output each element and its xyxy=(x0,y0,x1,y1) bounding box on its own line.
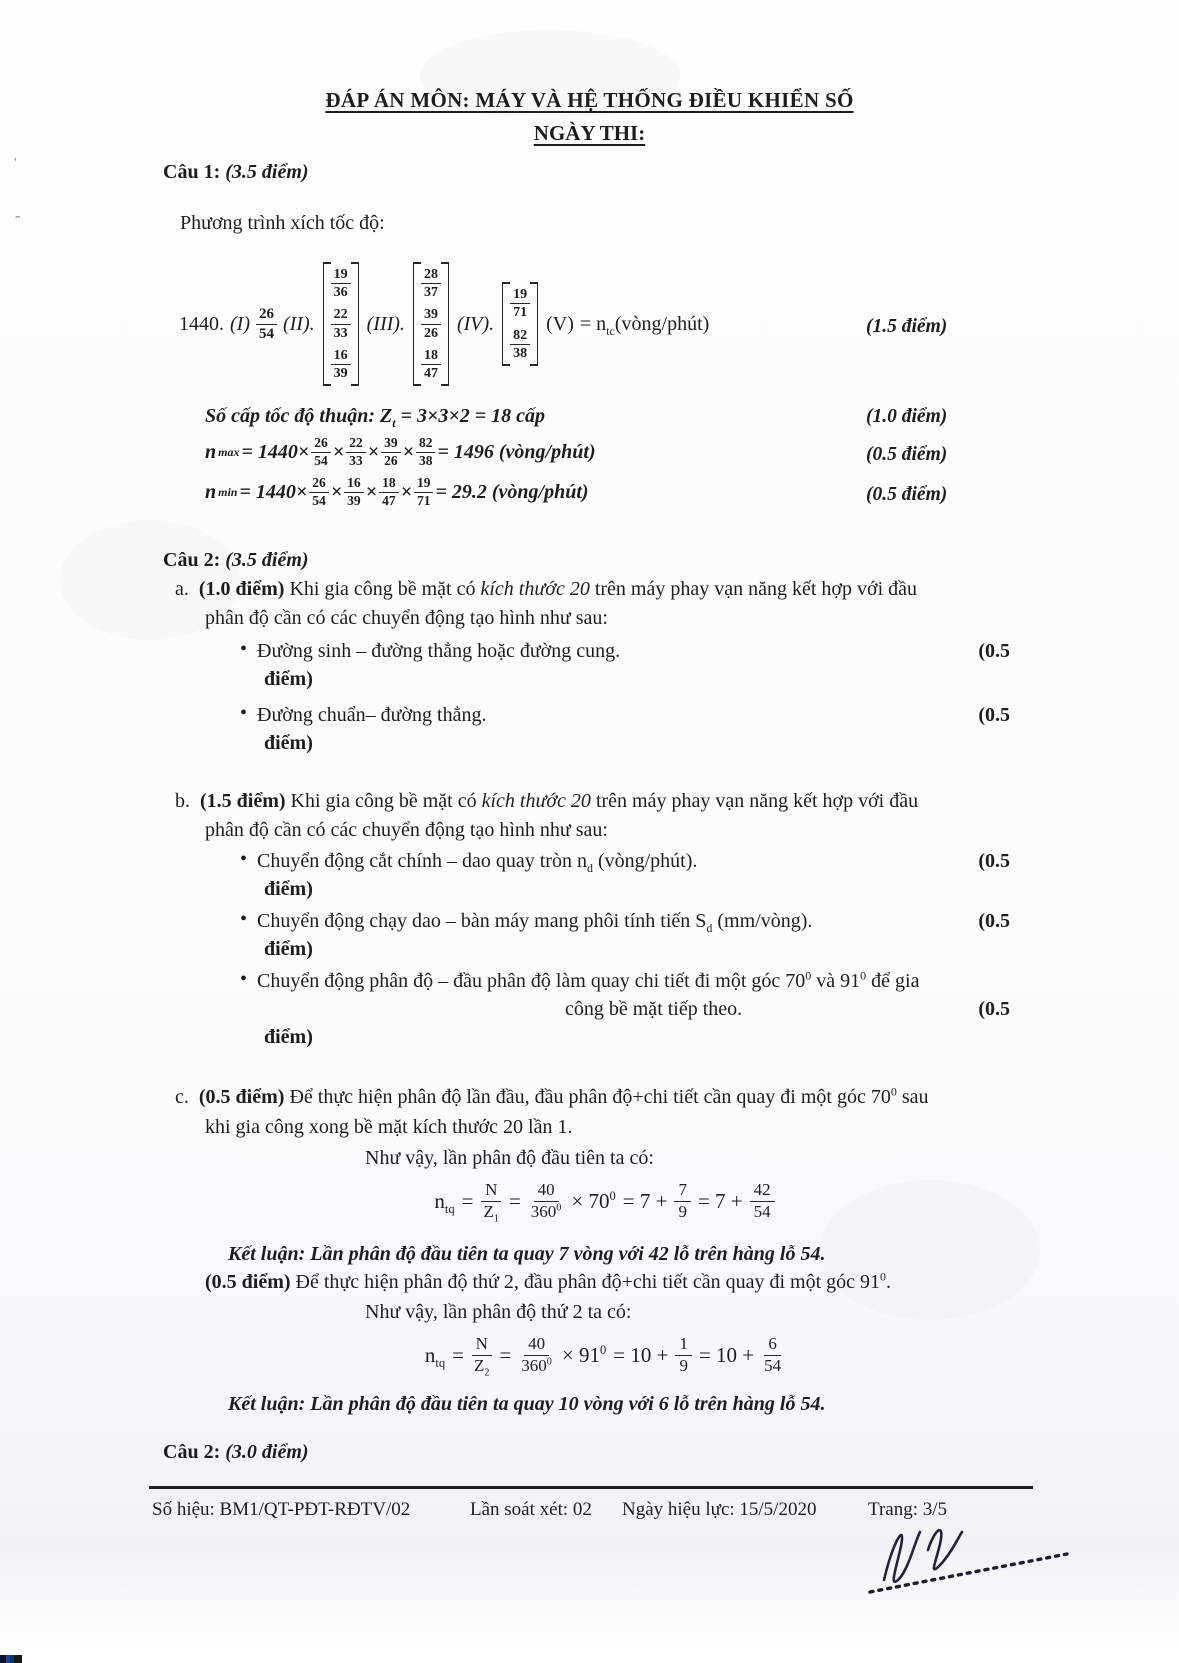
fraction xyxy=(518,1335,555,1376)
item-a-text2: trên máy phay vạn năng kết hợp với đầu xyxy=(589,578,918,600)
footer-effective-date: Ngày hiệu lực: 15/5/2020 xyxy=(622,1499,817,1520)
item-c-line1 xyxy=(175,1086,929,1109)
ntq-text: n xyxy=(434,1188,445,1213)
times-sign: × xyxy=(365,480,378,503)
nmin-symbol: n xyxy=(205,480,217,503)
bullet-duong-sinh xyxy=(240,640,620,663)
score-label-continued: điểm) xyxy=(264,668,313,690)
fraction xyxy=(331,307,351,340)
fraction-numerator: N xyxy=(481,1181,501,1202)
bullet-chay-dao xyxy=(240,910,812,933)
times-sign: × xyxy=(332,440,345,463)
footer-doc-number: Số hiệu: BM1/QT-PĐT-RĐTV/02 xyxy=(152,1499,411,1520)
item-a-text: Khi gia công bề mặt có xyxy=(284,578,481,600)
angle-text: × 91 xyxy=(561,1342,600,1367)
z-index-subscript: 2 xyxy=(484,1367,490,1379)
times-sign: × xyxy=(400,480,412,503)
score-label-continued: điểm) xyxy=(264,878,313,900)
exam-date-text: NGÀY THI: xyxy=(533,121,646,145)
sum-term: = 10 + xyxy=(613,1342,669,1367)
degree-superscript: 0 xyxy=(880,1269,887,1284)
equals-sign: = xyxy=(452,1342,464,1367)
fraction-numerator: 26 xyxy=(256,306,277,324)
fraction xyxy=(761,1335,784,1376)
ntq-subscript: tq xyxy=(444,1201,455,1216)
item-c-line3: Như vậy, lần phân độ đầu tiên ta có: xyxy=(365,1147,654,1169)
eq-result-unit: (vòng/phút) xyxy=(614,312,710,335)
ntq-text: n xyxy=(424,1342,436,1367)
fraction-numerator: 82 xyxy=(416,436,436,453)
fraction-denominator: 39 xyxy=(347,492,361,508)
fraction xyxy=(331,267,351,300)
fraction xyxy=(674,1181,691,1222)
nmax-eq: = 1440× xyxy=(241,440,310,463)
fraction xyxy=(675,1335,692,1376)
gear-group-bracket-3 xyxy=(502,282,538,365)
zt-subscript: t xyxy=(392,416,396,430)
score-label-continued: điểm) xyxy=(264,732,313,754)
fraction-denominator xyxy=(471,1356,492,1379)
speed-chain-equation xyxy=(179,258,709,390)
cau1-heading xyxy=(163,161,309,184)
fraction-denominator: 37 xyxy=(423,285,438,301)
bullet-text: Chuyển động cắt chính – dao quay tròn n xyxy=(257,850,587,872)
score-label: (0.5 xyxy=(978,850,1010,872)
fraction xyxy=(256,306,277,341)
z-text: Z xyxy=(473,1356,485,1375)
item-c-label: c. xyxy=(175,1086,189,1108)
bullet-text: Chuyển động phân độ – đầu phân độ làm quay chi tiết đi một góc 70 xyxy=(257,970,806,992)
fraction xyxy=(750,1181,775,1222)
eq-result xyxy=(580,313,709,336)
footer-revision: Lần soát xét: 02 xyxy=(470,1499,592,1520)
score-label-continued: điểm) xyxy=(264,1026,313,1048)
degree-superscript: 0 xyxy=(599,1342,607,1357)
fraction-denominator: 54 xyxy=(314,452,328,468)
fraction-numerator: 42 xyxy=(750,1181,775,1202)
fraction-numerator: 19 xyxy=(331,267,351,284)
ntq-symbol xyxy=(434,1189,454,1214)
cau2-label: Câu 2: xyxy=(163,549,221,571)
gear-group-bracket-2 xyxy=(413,262,449,386)
degree-superscript: 0 xyxy=(556,1202,562,1214)
item-b-points: (1.5 điểm) xyxy=(200,790,286,812)
bullet-text: Đường sinh – đường thẳng hoặc đường cung. xyxy=(257,640,621,662)
nmin-eq: = 1440× xyxy=(239,480,308,503)
score-label: (1.5 điểm) xyxy=(866,316,948,337)
item-a-line2: phân độ cần có các chuyển động tạo hình như sau: xyxy=(205,607,608,629)
ntq-subscript: tq xyxy=(435,1355,446,1370)
nmax-result: = 1496 (vòng/phút) xyxy=(437,440,596,463)
bullet-text: Chuyển động chạy dao – bàn máy mang phôi tính tiến S xyxy=(257,910,707,932)
indexing-equation-2 xyxy=(0,1326,1179,1384)
item-c-points: (0.5 điểm) xyxy=(198,1086,285,1108)
fraction xyxy=(379,476,399,508)
bullet-text2: (vòng/phút). xyxy=(592,850,698,872)
fraction-numerator: N xyxy=(472,1335,492,1356)
fraction xyxy=(331,348,351,381)
eq-shaft-3: (III). xyxy=(366,312,405,335)
bullet-text2: và 91 xyxy=(811,970,861,992)
fraction-denominator: 71 xyxy=(513,305,528,321)
fraction-numerator: 19 xyxy=(414,476,434,493)
fraction-denominator: 9 xyxy=(678,1202,687,1221)
scan-corner-artifact xyxy=(0,1655,22,1663)
item-b-emphasis: kích thước 20 xyxy=(481,790,591,812)
fraction xyxy=(381,436,401,468)
item-c-line2: khi gia công xong bề mặt kích thước 20 lần 1. xyxy=(205,1116,573,1138)
fraction-numerator: 40 xyxy=(524,1335,549,1356)
eq-lead: 1440. xyxy=(179,312,224,335)
fraction-numerator: 22 xyxy=(331,307,351,324)
bullet-icon: • xyxy=(240,702,248,724)
item-c-text4: . xyxy=(886,1271,892,1293)
eq-result-text: = n xyxy=(579,312,607,335)
item-b-line2: phân độ cần có các chuyển động tạo hình như sau: xyxy=(205,819,608,841)
item-c-text2: sau xyxy=(896,1086,929,1108)
fraction-denominator: 54 xyxy=(753,1202,771,1221)
fraction-numerator: 1 xyxy=(675,1335,692,1356)
fraction xyxy=(421,307,441,340)
times-sign: × xyxy=(367,440,380,463)
fraction-denominator: 26 xyxy=(423,325,438,341)
sum-term: = 10 + xyxy=(698,1342,755,1367)
deg360-text: 360 xyxy=(530,1202,557,1221)
fraction-denominator: 54 xyxy=(312,492,326,508)
angle-term xyxy=(562,1343,606,1368)
fraction-denominator: 71 xyxy=(416,492,431,508)
fraction-numerator: 6 xyxy=(764,1335,781,1356)
deg360-text: 360 xyxy=(521,1356,547,1375)
nd-subscript: d xyxy=(586,861,593,875)
bullet-text3: để gia xyxy=(866,970,920,992)
fraction-numerator: 18 xyxy=(421,348,441,365)
cau2b-points: (3.0 điểm) xyxy=(225,1441,309,1463)
eq-result-subscript: tc xyxy=(606,323,615,338)
angle-term xyxy=(571,1189,615,1214)
bullet-text2: (mm/vòng). xyxy=(712,910,813,932)
equals-sign: = xyxy=(461,1188,474,1213)
degree-superscript: 0 xyxy=(609,1188,616,1203)
item-a-emphasis: kích thước 20 xyxy=(480,578,590,600)
fraction-numerator: 16 xyxy=(331,348,351,365)
fraction-numerator: 26 xyxy=(311,436,331,453)
fraction xyxy=(346,436,366,468)
fraction-numerator: 28 xyxy=(421,267,441,284)
item-b-text2: trên máy phay vạn năng kết hợp với đầu xyxy=(590,790,919,812)
fraction-denominator xyxy=(480,1202,501,1225)
nmin-line: n min = 1440× $\frac{26}{54}$ × $\frac{16}{39}$ × $\frac{18}{47}$ × $\frac{19}{71}$ = 29.2 (vòng/phút) xyxy=(205,475,589,508)
z-index-subscript: 1 xyxy=(493,1213,499,1225)
fraction-numerator: 16 xyxy=(344,476,364,493)
fraction-denominator xyxy=(528,1202,565,1221)
indexing-equation-1 xyxy=(0,1172,1179,1230)
cau1-label: Câu 1: xyxy=(163,161,221,183)
angle-text: × 70 xyxy=(571,1188,610,1213)
fraction-numerator: 39 xyxy=(421,307,441,324)
item-c-text: Để thực hiện phân độ lần đầu, đầu phân độ+chi tiết cần quay đi một góc 70 xyxy=(284,1086,891,1108)
item-a-line1 xyxy=(175,578,917,601)
fraction xyxy=(480,1179,501,1225)
page-title-text: ĐÁP ÁN MÔN: MÁY VÀ HỆ THỐNG ĐIỀU KHIỂN SỐ xyxy=(325,88,854,112)
eq-shaft-4: (IV). xyxy=(456,312,495,335)
sum-term: = 7 + xyxy=(622,1188,668,1213)
ntq-symbol xyxy=(425,1343,445,1368)
score-label: (0.5 xyxy=(978,640,1010,662)
scan-noise-mark: ' xyxy=(14,156,17,171)
gear-group-bracket-1 xyxy=(323,262,359,386)
cau1-points: (3.5 điểm) xyxy=(225,161,309,183)
fraction-denominator: 36 xyxy=(333,285,348,301)
score-label-continued: điểm) xyxy=(264,938,313,960)
fraction xyxy=(414,476,434,508)
bullet-icon: • xyxy=(240,968,248,990)
fraction-numerator: 82 xyxy=(510,328,530,345)
nmax-line: n max = 1440× $\frac{26}{54}$ × $\frac{22}{33}$ × $\frac{39}{26}$ × $\frac{82}{38}$ = 1496 (vòng/phút) xyxy=(205,435,596,468)
sum-term: = 7 + xyxy=(697,1188,743,1213)
fraction-denominator: 38 xyxy=(418,452,433,468)
bullet-icon: • xyxy=(240,638,248,660)
sd-subscript: d xyxy=(706,921,713,935)
cau2b-label: Câu 2: xyxy=(163,1441,221,1463)
score-label: (0.5 xyxy=(978,704,1010,726)
item-c-line5: Như vậy, lần phân độ thứ 2 ta có: xyxy=(365,1301,632,1323)
eq-shaft-5: (V) xyxy=(546,312,574,335)
fraction-numerator: 7 xyxy=(674,1181,691,1202)
fraction-denominator: 9 xyxy=(679,1356,688,1375)
fraction-numerator: 26 xyxy=(309,476,329,493)
speed-steps-line xyxy=(205,405,545,428)
item-b-label: b. xyxy=(175,790,190,812)
exam-date-label xyxy=(0,121,1179,146)
item-c-line4 xyxy=(205,1271,891,1294)
bullet-icon: • xyxy=(240,908,248,930)
fraction-numerator: 22 xyxy=(346,436,366,453)
fraction-denominator: 54 xyxy=(764,1356,782,1375)
score-label: (1.0 điểm) xyxy=(866,406,948,427)
bullet-text: Đường chuẩn– đường thẳng. xyxy=(257,704,487,726)
bullet-phan-do-line2: công bề mặt tiếp theo. xyxy=(565,998,743,1020)
fraction xyxy=(471,1333,492,1379)
fraction-denominator: 39 xyxy=(333,365,348,381)
fraction-denominator: 47 xyxy=(382,492,396,508)
fraction-numerator: 40 xyxy=(534,1181,559,1202)
score-label: (0.5 xyxy=(978,910,1010,932)
fraction-denominator: 26 xyxy=(384,452,398,468)
fraction-denominator: 33 xyxy=(333,325,348,341)
conclusion-2: Kết luận: Lần phân độ đầu tiên ta quay 10 vòng với 6 lỗ trên hàng lỗ 54. xyxy=(228,1393,826,1415)
fraction-denominator: 33 xyxy=(349,452,363,468)
fraction-denominator: 54 xyxy=(258,325,274,342)
score-label: (0.5 xyxy=(978,998,1010,1020)
fraction-denominator: 38 xyxy=(513,345,528,361)
footer-page-number: Trang: 3/5 xyxy=(868,1499,948,1520)
fraction xyxy=(528,1181,565,1222)
fraction-denominator: 47 xyxy=(423,365,438,381)
times-sign: × xyxy=(402,440,414,463)
fraction-denominator xyxy=(518,1356,555,1375)
fraction-numerator: 39 xyxy=(381,436,401,453)
score-label: (0.5 điểm) xyxy=(866,444,948,465)
item-c-text3: Để thực hiện phân độ thứ 2, đầu phân độ+chi tiết cần quay đi một góc 91 xyxy=(290,1271,881,1293)
signature xyxy=(862,1506,1080,1598)
speed-steps-result: = 3×3×2 = 18 cấp xyxy=(395,405,546,427)
degree-superscript: 0 xyxy=(860,968,867,983)
fraction-numerator: 18 xyxy=(379,476,399,493)
fraction xyxy=(311,436,331,468)
item-b-line1 xyxy=(175,790,918,813)
nmax-symbol: n xyxy=(205,440,217,463)
equals-sign: = xyxy=(508,1188,521,1213)
degree-superscript: 0 xyxy=(805,968,812,983)
cau2-heading xyxy=(163,549,309,572)
fraction xyxy=(510,287,530,320)
page-title xyxy=(0,88,1179,113)
conclusion-1: Kết luận: Lần phân độ đầu tiên ta quay 7 vòng với 42 lỗ trên hàng lỗ 54. xyxy=(228,1243,826,1265)
fraction xyxy=(421,348,441,381)
fraction xyxy=(416,436,436,468)
bullet-cat-chinh xyxy=(240,850,697,873)
item-a-label: a. xyxy=(175,578,189,600)
bullet-phan-do xyxy=(240,970,919,993)
eq-shaft-1: (I) xyxy=(230,312,250,335)
fraction xyxy=(309,476,329,508)
score-label: (0.5 điểm) xyxy=(866,484,948,505)
item-a-points: (1.0 điểm) xyxy=(198,578,285,600)
degree-superscript: 0 xyxy=(546,1356,552,1368)
fraction xyxy=(344,476,364,508)
eq-shaft-2: (II). xyxy=(282,312,315,335)
z-text: Z xyxy=(483,1202,494,1221)
bullet-duong-chuan xyxy=(240,704,486,727)
fraction-numerator: 19 xyxy=(510,287,530,304)
cau2-points: (3.5 điểm) xyxy=(225,549,309,571)
cau2b-heading xyxy=(163,1441,309,1464)
nmin-result: = 29.2 (vòng/phút) xyxy=(435,480,589,503)
speed-steps-text: Số cấp tốc độ thuận: Z xyxy=(205,405,393,427)
times-sign: × xyxy=(330,480,343,503)
bullet-icon: • xyxy=(240,848,248,870)
degree-superscript: 0 xyxy=(890,1084,897,1099)
equals-sign: = xyxy=(499,1342,512,1367)
speed-chain-intro: Phương trình xích tốc độ: xyxy=(180,212,385,234)
item-c-points-2: (0.5 điểm) xyxy=(205,1271,291,1293)
fraction xyxy=(510,328,530,361)
fraction xyxy=(421,267,441,300)
footer-divider xyxy=(149,1486,1033,1489)
item-b-text: Khi gia công bề mặt có xyxy=(285,790,482,812)
scan-noise-mark: - xyxy=(15,206,21,225)
